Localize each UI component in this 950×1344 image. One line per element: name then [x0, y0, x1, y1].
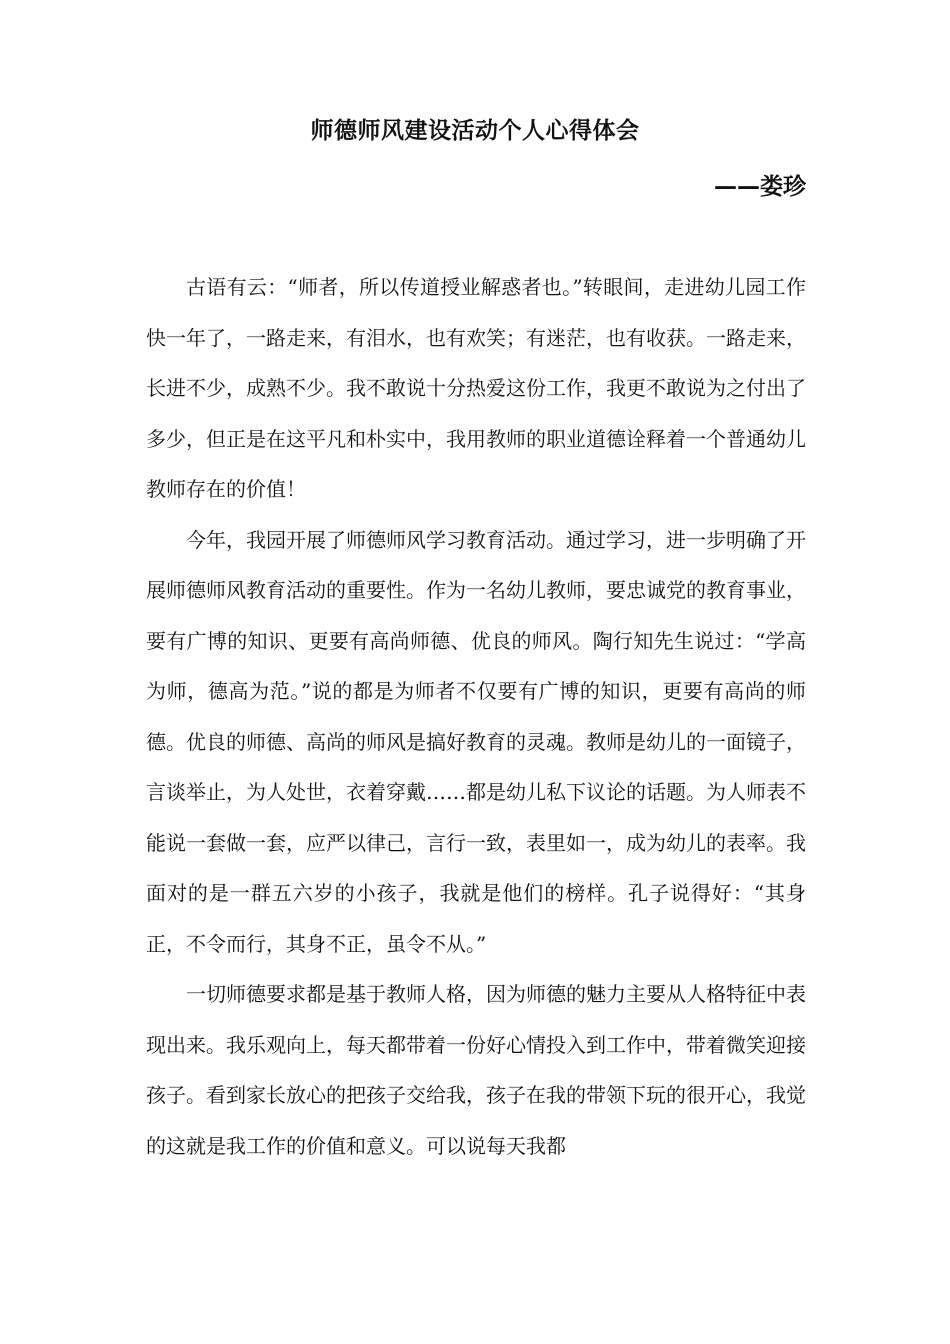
document-author: ——娄珍	[714, 174, 806, 200]
paragraph-2: 今年，我园开展了师德师风学习教育活动。通过学习，进一步明确了开展师德师风教育活动的重要性。作为一名幼儿教师，要忠诚党的教育事业，要有广博的知识、更要有高尚师德、优良的师风。陶行知先生说过：“学高为师，德高为范。”说的都是为师者不仅要有广博的知识，更要有高尚的师德。优良的师德、高尚的师风是搞好教育的灵魂。教师是幼儿的一面镜子，言谈举止，为人处世，衣着穿戴……都是幼儿私下议论的话题。为人师表不能说一套做一套，应严以律己，言行一致，表里如一，成为幼儿的表率。我面对的是一群五六岁的小孩子，我就是他们的榜样。孔子说得好：“其身正，不令而行，其身不正，虽令不从。”	[146, 527, 806, 956]
paragraph-1: 古语有云：“师者，所以传道授业解惑者也。”转眼间，走进幼儿园工作快一年了，一路走来，有泪水，也有欢笑；有迷茫，也有收获。一路走来，长进不少，成熟不少。我不敢说十分热爱这份工作，我更不敢说为之付出了多少，但正是在这平凡和朴实中，我用教师的职业道德诠释着一个普通幼儿教师存在的价值！	[146, 275, 806, 501]
document-title: 师德师风建设活动个人心得体会	[310, 118, 640, 144]
document-body	[146, 262, 806, 1171]
paragraph-3: 一切师德要求都是基于教师人格，因为师德的魅力主要从人格特征中表现出来。我乐观向上，每天都带着一份好心情投入到工作中，带着微笑迎接孩子。看到家长放心的把孩子交给我，孩子在我的带领下玩的很开心，我觉的这就是我工作的价值和意义。可以说每天我都	[146, 982, 806, 1158]
